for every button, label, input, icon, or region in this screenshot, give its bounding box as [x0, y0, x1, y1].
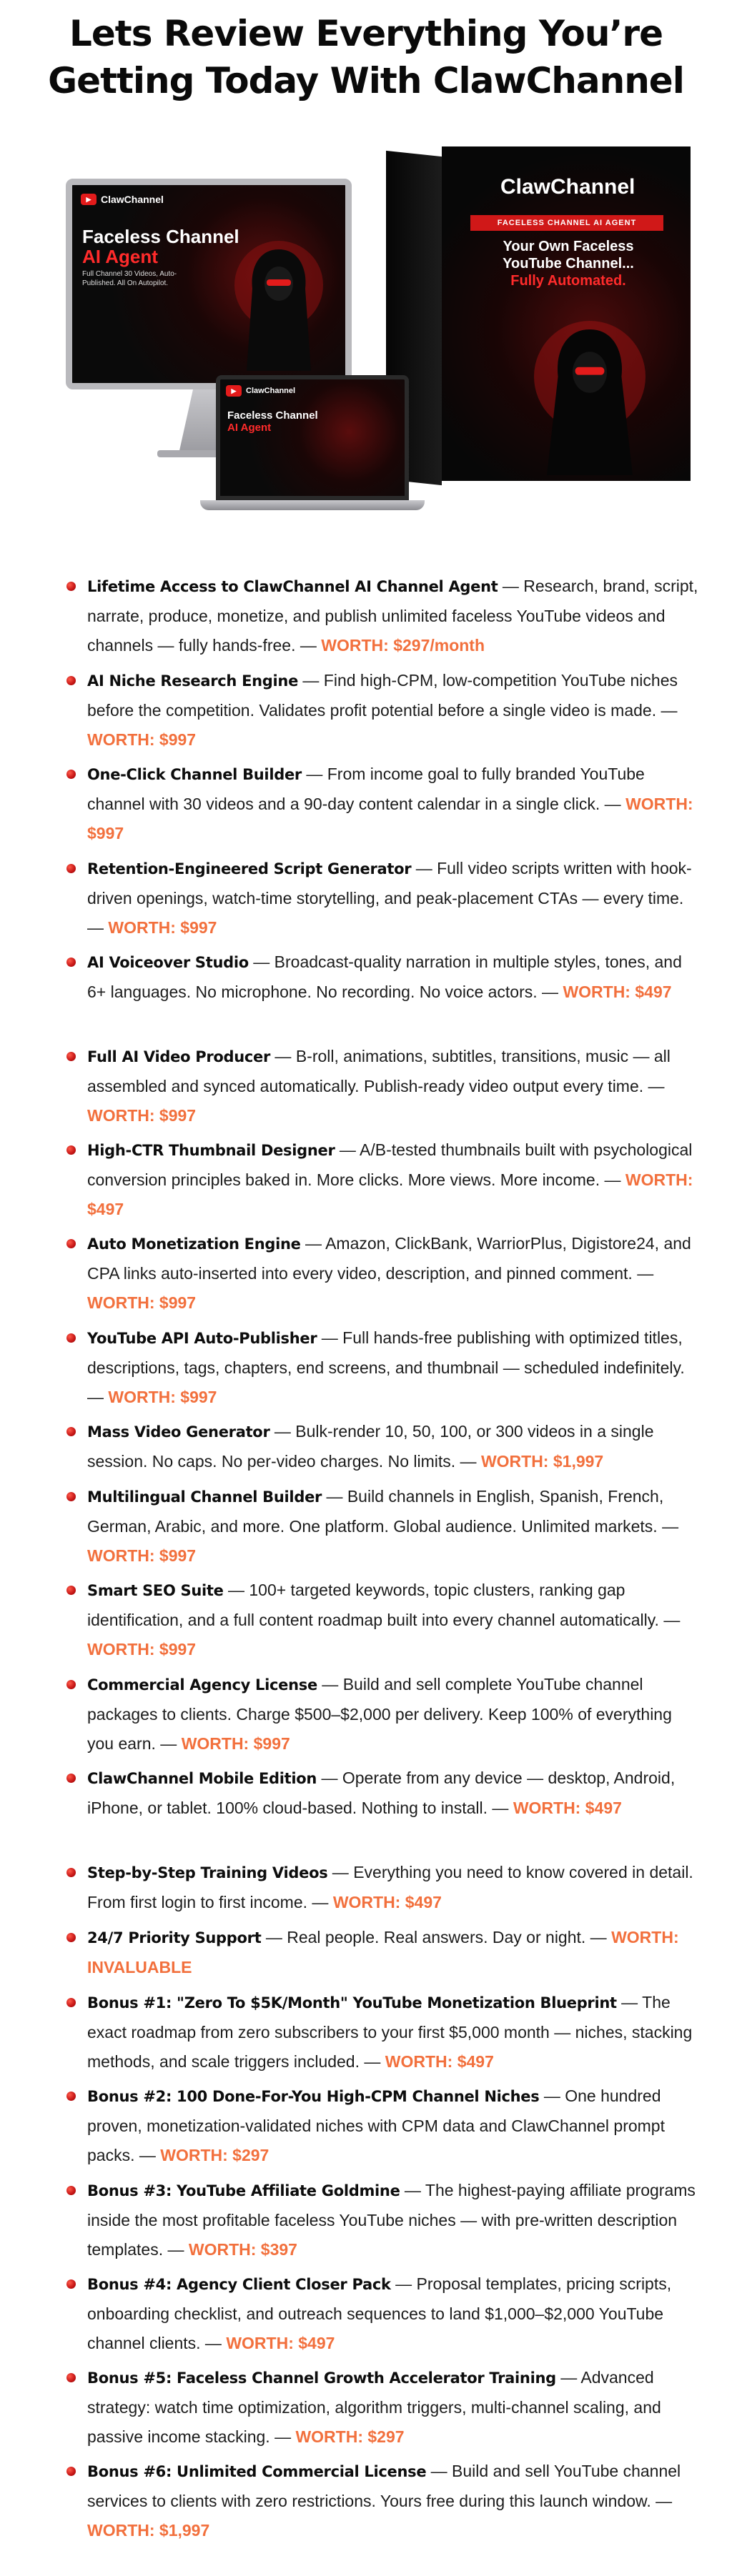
worth-value: WORTH: $497	[226, 2334, 335, 2352]
list-item-title: Lifetime Access to ClawChannel AI Channel Agent	[87, 578, 498, 595]
list-item-title: ClawChannel Mobile Edition	[87, 1770, 317, 1787]
list-item	[87, 2176, 702, 2264]
bullet-icon	[66, 958, 76, 967]
list-item-title: Bonus #2: 100 Done-For-You High-CPM Channel Niches	[87, 2088, 540, 2105]
list-item-title: YouTube API Auto-Publisher	[87, 1330, 317, 1347]
laptop-headline: Faceless Channel AI Agent	[227, 409, 318, 434]
bullet-icon	[66, 864, 76, 873]
bullet-icon	[66, 2186, 76, 2195]
list-item-description: — Broadcast-quality narration in multiple styles, tones, and 6+ languages. No microphone. No recording. No voice actors. —	[87, 953, 682, 1001]
list-item-description: — 100+ targeted keywords, topic clusters, ranking gap identification, and a full content roadmap built into every channel automatically. —	[87, 1581, 681, 1629]
bullet-icon	[66, 1868, 76, 1877]
list-item-title: Mass Video Generator	[87, 1423, 270, 1441]
worth-value: WORTH: $497	[87, 1170, 693, 1218]
list-item	[87, 2082, 702, 2170]
box-brand: ClawChannel	[500, 175, 635, 199]
bullet-icon	[66, 2092, 76, 2101]
box-headline: Your Own Faceless YouTube Channel... Fully Automated.	[503, 239, 634, 289]
hooded-figure-icon	[225, 228, 332, 371]
list-item	[87, 1858, 702, 1917]
list-item-title: 24/7 Priority Support	[87, 1929, 262, 1946]
list-item	[87, 2457, 702, 2545]
worth-value: WORTH: $997	[181, 1734, 290, 1753]
worth-value: WORTH: $297	[160, 2146, 269, 2164]
list-item	[87, 948, 702, 1007]
list-item-description: — Real people. Real answers. Day or night. —	[261, 1928, 612, 1946]
bullet-icon	[66, 2467, 76, 2476]
list-item-description: — Amazon, ClickBank, WarriorPlus, Digistore24, and CPA links auto-inserted into every video, description, and pinned comment. —	[87, 1234, 691, 1283]
list-item-description: — Everything you need to know covered in detail. From first login to first income. —	[87, 1863, 693, 1911]
bullet-icon	[66, 770, 76, 779]
list-item-title: Auto Monetization Engine	[87, 1235, 301, 1253]
list-item-title: Smart SEO Suite	[87, 1582, 224, 1599]
list-item-title: AI Niche Research Engine	[87, 672, 299, 690]
list-item	[87, 1576, 702, 1664]
worth-value: WORTH: $497	[513, 1799, 622, 1817]
list-item-title: Bonus #1: "Zero To $5K/Month" YouTube Monetization Blueprint	[87, 1994, 617, 2011]
worth-value: WORTH: $997	[87, 1640, 197, 1659]
laptop-base	[200, 500, 425, 510]
list-item-description: — A/B-tested thumbnails built with psychological conversion principles baked in. More clicks. More views. More income. —	[87, 1140, 693, 1189]
worth-value: WORTH: $997	[87, 1546, 197, 1565]
list-item-title: Bonus #3: YouTube Affiliate Goldmine	[87, 2182, 400, 2199]
list-item-title: Bonus #4: Agency Client Closer Pack	[87, 2276, 391, 2293]
box-strip: FACELESS CHANNEL AI AGENT	[470, 215, 663, 231]
worth-value: WORTH: $297/month	[321, 636, 485, 655]
bullet-icon	[66, 1427, 76, 1436]
worth-value: WORTH: $997	[87, 730, 197, 749]
worth-value: WORTH: $997	[87, 1293, 197, 1312]
bullet-icon	[66, 676, 76, 685]
list-item-description: — Operate from any device — desktop, Android, iPhone, or tablet. 100% cloud-based. Nothing to install. —	[87, 1769, 676, 1817]
play-icon: ▶	[226, 385, 242, 397]
worth-value: WORTH: $497	[332, 1893, 442, 1911]
list-item-title: One-Click Channel Builder	[87, 766, 302, 783]
list-item-description: — Build and sell YouTube channel services to clients with zero restrictions. Yours free during this launch window. —	[87, 2462, 681, 2510]
list-item-description: — Find high-CPM, low-competition YouTube niches before the competition. Validates profit potential before a single video is made. —	[87, 671, 678, 720]
bullet-icon	[66, 1492, 76, 1501]
worth-value: WORTH: $997	[87, 795, 693, 842]
list-item-title: Full AI Video Producer	[87, 1048, 271, 1065]
page-title-line-1: Lets Review Everything You’re	[69, 13, 663, 54]
laptop-logo: ▶ ClawChannel	[226, 385, 295, 397]
bullet-icon	[66, 1933, 76, 1942]
bullet-icon	[66, 1998, 76, 2007]
list-item	[87, 1417, 702, 1476]
monitor-subtext: Full Channel 30 Videos, Auto-Published. All On Autopilot.	[82, 270, 177, 287]
worth-value: WORTH: INVALUABLE	[87, 1928, 679, 1976]
list-item-description: — The highest-paying affiliate programs inside the most profitable faceless YouTube niches — with pre-written description templates. —	[87, 2181, 696, 2259]
bullet-icon	[66, 2373, 76, 2382]
bullet-icon	[66, 1145, 76, 1155]
list-item-title: High-CTR Thumbnail Designer	[87, 1142, 335, 1159]
bullet-icon	[66, 1052, 76, 1061]
list-item-title: Retention-Engineered Script Generator	[87, 860, 412, 877]
list-item-title: Multilingual Channel Builder	[87, 1488, 322, 1506]
desktop-monitor	[66, 179, 352, 389]
list-item-title: Bonus #6: Unlimited Commercial License	[87, 2463, 427, 2480]
list-item	[87, 1923, 702, 1982]
list-item-description: — Build and sell complete YouTube channel packages to clients. Charge $500–$2,000 per delivery. Keep 100% of everything you earn. —	[87, 1675, 672, 1753]
list-item-description: — The exact roadmap from zero subscribers to your first $5,000 month — niches, stacking methods, and scale triggers included. —	[87, 1993, 693, 2071]
bullet-icon	[66, 1680, 76, 1689]
list-item-description: — Proposal templates, pricing scripts, onboarding checklist, and outreach sequences to land $1,000–$2,000 YouTube channel clients. —	[87, 2274, 672, 2352]
list-item-description: — Full hands-free publishing with optimized titles, descriptions, tags, chapters, end screens, and thumbnail — scheduled indefinitely. —	[87, 1328, 685, 1406]
bullet-icon	[66, 1333, 76, 1343]
list-item-description: — B-roll, animations, subtitles, transitions, music — all assembled and synced automatically. Publish-ready video output every time. —	[87, 1047, 671, 1095]
list-item	[87, 1042, 702, 1130]
worth-value: WORTH: $997	[108, 1388, 217, 1406]
list-item	[87, 1229, 702, 1318]
bullet-icon	[66, 2279, 76, 2289]
list-item-title: Bonus #5: Faceless Channel Growth Accelerator Training	[87, 2369, 556, 2387]
bullet-icon	[66, 1239, 76, 1248]
list-item-title: Step-by-Step Training Videos	[87, 1864, 328, 1881]
page-title-line-2: Getting Today With ClawChannel	[48, 60, 684, 101]
list-item-description: — From income goal to fully branded YouTube channel with 30 videos and a 90-day content calendar in a single click. —	[87, 765, 645, 813]
software-box	[386, 146, 701, 489]
list-item-description: — Advanced strategy: watch time optimization, algorithm triggers, multi-channel scaling, and passive income stacking. —	[87, 2368, 661, 2446]
list-item	[87, 854, 702, 943]
bullet-icon	[66, 1774, 76, 1783]
list-item	[87, 666, 702, 755]
bullet-icon	[66, 582, 76, 591]
list-item	[87, 1135, 702, 1224]
list-item	[87, 572, 702, 660]
list-item	[87, 1764, 702, 1823]
worth-value: WORTH: $397	[188, 2240, 297, 2259]
list-item	[87, 2269, 702, 2358]
list-item-description: — Full video scripts written with hook-driven openings, watch-time storytelling, and peak-placement CTAs — every time. —	[87, 859, 692, 937]
list-item-title: AI Voiceover Studio	[87, 954, 249, 971]
worth-value: WORTH: $297	[295, 2427, 405, 2446]
list-item-title: Commercial Agency License	[87, 1676, 317, 1694]
hooded-figure-icon	[508, 304, 672, 475]
list-item	[87, 1323, 702, 1412]
worth-value: WORTH: $497	[563, 983, 672, 1001]
list-item-description: — One hundred proven, monetization-validated niches with CPM data and ClawChannel prompt packs. —	[87, 2087, 665, 2164]
worth-value: WORTH: $1,997	[87, 2521, 210, 2540]
play-icon: ▶	[81, 194, 97, 205]
list-item	[87, 760, 702, 848]
worth-value: WORTH: $1,997	[480, 1452, 604, 1471]
list-item-description: — Build channels in English, Spanish, French, German, Arabic, and more. One platform. Global audience. Unlimited markets. —	[87, 1487, 679, 1536]
bullet-icon	[66, 1586, 76, 1595]
list-item	[87, 1988, 702, 2077]
list-item	[87, 1482, 702, 1571]
list-item	[87, 1670, 702, 1759]
worth-value: WORTH: $497	[385, 2052, 494, 2071]
product-mockup-image	[57, 146, 686, 547]
list-item-description: — Research, brand, script, narrate, produce, monetize, and publish unlimited faceless YouTube videos and channels — fully hands-free. —	[87, 577, 698, 655]
monitor-headline: Faceless Channel AI Agent	[82, 226, 239, 267]
page-title	[0, 10, 732, 104]
list-item	[87, 2363, 702, 2452]
laptop-screen	[216, 375, 409, 500]
worth-value: WORTH: $997	[87, 1106, 197, 1125]
list-item-description: — Bulk-render 10, 50, 100, or 300 videos in a single session. No caps. No per-video charges. No limits. —	[87, 1422, 654, 1471]
monitor-logo: ▶ ClawChannel	[81, 194, 164, 205]
worth-value: WORTH: $997	[108, 918, 217, 937]
